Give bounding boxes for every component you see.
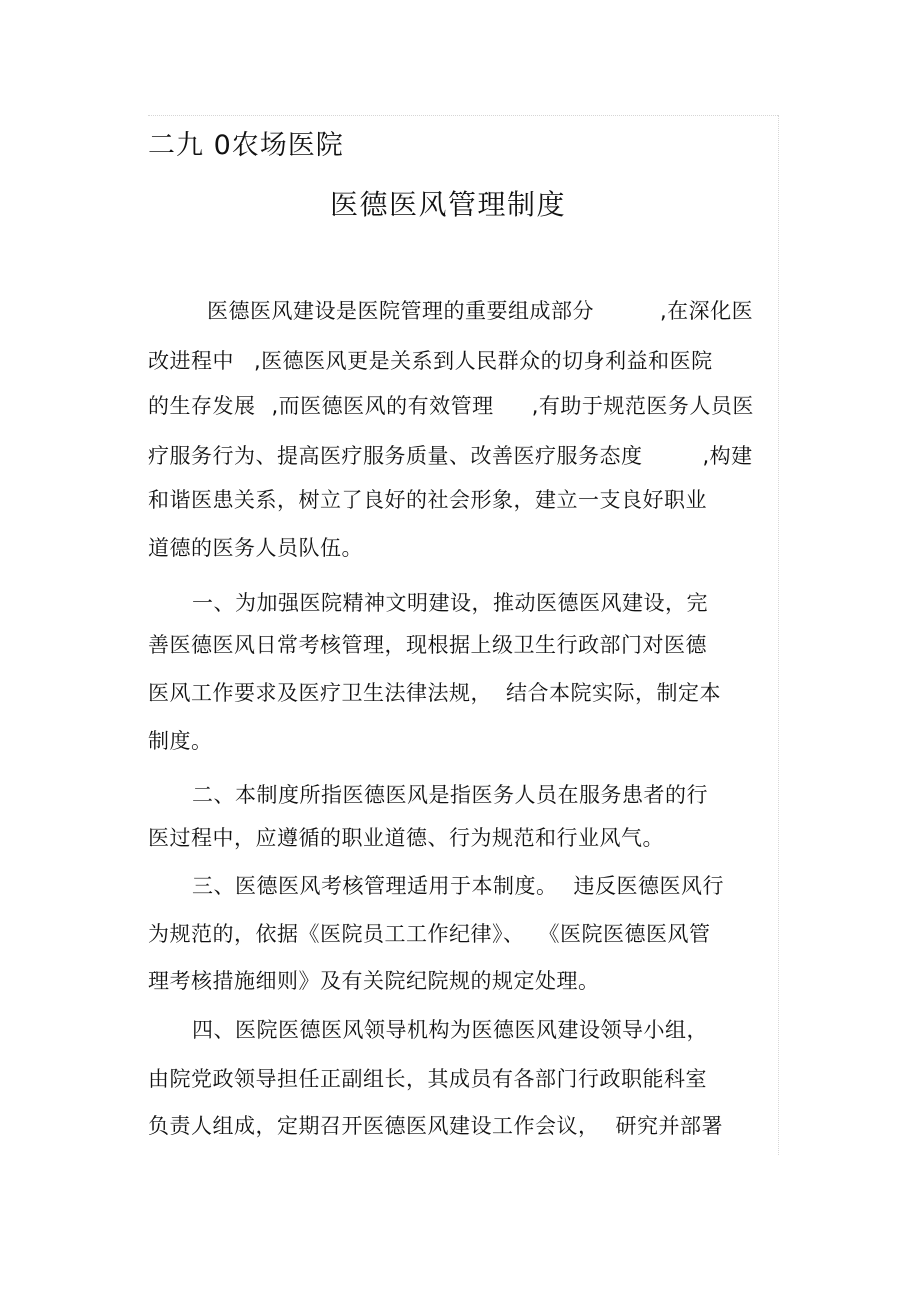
- page-border-right: [778, 115, 779, 1155]
- intro-line-4a: 疗服务行为、提高医疗服务质量、改善医疗服务态度: [148, 444, 643, 468]
- intro-line-2a: 改进程中: [148, 349, 234, 373]
- intro-line-3c: ,有助于规范医务人员医: [531, 394, 754, 418]
- section-3-line-2b: 《医院医德医风管: [538, 922, 711, 946]
- section-3-line-1a: 三、医德医风考核管理适用于本制度。: [192, 874, 558, 898]
- section-4-line-3b: 研究并部署: [615, 1114, 723, 1138]
- section-1-line-3: [148, 680, 721, 706]
- section-3-line-3: 理考核措施细则》及有关院纪院规的规定处理。: [148, 969, 600, 993]
- intro-line-1a: 医德医风建设是医院管理的重要组成部分: [207, 299, 594, 323]
- section-1-line-4: 制度。: [148, 729, 213, 753]
- hospital-name: 二九 0农场医院: [148, 130, 344, 161]
- intro-line-4: [148, 443, 753, 469]
- section-1-line-3a: 医风工作要求及医疗卫生法律法规，: [148, 681, 492, 705]
- intro-line-2: [148, 348, 713, 374]
- intro-line-5: 和谐医患关系，树立了良好的社会形象，建立一支良好职业: [148, 488, 707, 512]
- section-2-line-2: 医过程中，应遵循的职业道德、行为规范和行业风气。: [148, 826, 664, 850]
- intro-line-6: 道德的医务人员队伍。: [148, 536, 363, 560]
- intro-line-2b: ,医德医风更是关系到人民群众的切身利益和医院: [254, 349, 713, 373]
- section-1-line-1: 一、为加强医院精神文明建设，推动医德医风建设，完: [192, 591, 708, 615]
- intro-line-1: [207, 298, 753, 324]
- section-4-line-2: 由院党政领导担任正副组长，其成员有各部门行政职能科室: [148, 1067, 707, 1091]
- section-3-line-2: [148, 921, 711, 947]
- section-3-line-2a: 为规范的，依据《医院员工工作纪律》、: [148, 922, 525, 946]
- intro-line-1b: ,在深化医: [660, 299, 754, 323]
- intro-line-3b: ,而医德医风的有效管理: [271, 394, 494, 418]
- section-3-line-1: [192, 873, 724, 899]
- intro-line-3: [148, 393, 754, 419]
- page-border-top: [148, 115, 778, 116]
- section-4-line-3: [148, 1113, 723, 1139]
- section-1-line-2: 善医德医风日常考核管理，现根据上级卫生行政部门对医德: [148, 633, 707, 657]
- section-4-line-1: 四、医院医德医风领导机构为医德医风建设领导小组，: [192, 1018, 708, 1042]
- intro-line-4b: ,构建: [702, 444, 753, 468]
- intro-line-3a: 的生存发展: [148, 394, 256, 418]
- section-2-line-1: 二、本制度所指医德医风是指医务人员在服务患者的行: [192, 783, 708, 807]
- section-4-line-3a: 负责人组成，定期召开医德医风建设工作会议，: [148, 1114, 600, 1138]
- section-1-line-3b: 结合本院实际，制定本: [506, 681, 721, 705]
- document-title: 医德医风管理制度: [330, 188, 567, 221]
- section-3-line-1b: 违反医德医风行: [573, 874, 724, 898]
